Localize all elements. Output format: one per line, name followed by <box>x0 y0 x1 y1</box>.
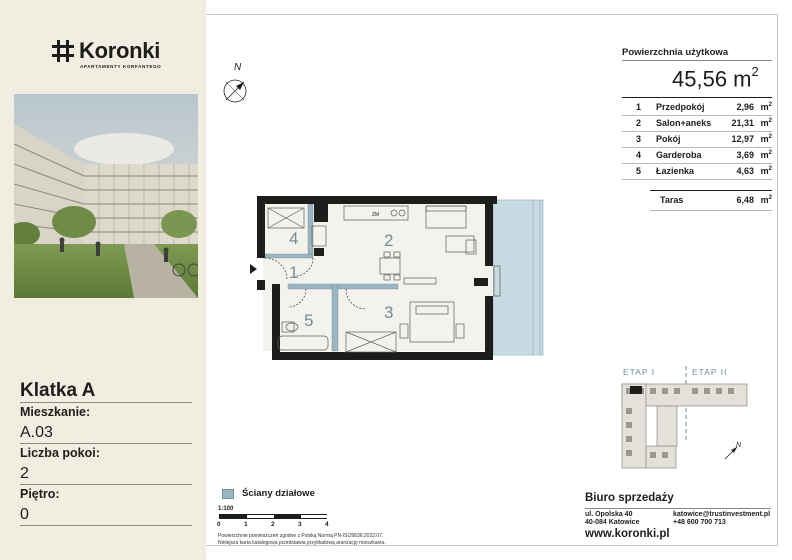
stairwell-title: Klatka A <box>20 380 96 401</box>
sales-phone-link[interactable]: +48 600 700 713 <box>673 519 726 526</box>
room-number: 3 <box>636 134 642 144</box>
room-number: 2 <box>636 118 642 128</box>
room-unit <box>761 166 772 176</box>
terrace-unit <box>761 195 772 205</box>
room-label-1: 1 <box>289 263 299 282</box>
area-title: Powierzchnia użytkowa <box>622 47 729 58</box>
room-unit-sup: 2 <box>768 102 772 108</box>
divider <box>20 525 192 526</box>
room-name: Przedpokój <box>656 102 705 112</box>
scale-number: 1 <box>244 521 248 528</box>
apartment-number-value: A.03 <box>20 424 53 441</box>
floor-label: Piętro: <box>20 487 60 501</box>
website-link[interactable]: www.koronki.pl <box>585 528 670 540</box>
room-unit-sup: 2 <box>768 134 772 140</box>
divider <box>622 179 772 180</box>
room-unit-sup: 2 <box>768 166 772 172</box>
room-area: 3,69 <box>736 150 754 160</box>
site-north-label: N <box>736 442 742 449</box>
scale-segment <box>274 515 301 518</box>
room-label-5: 5 <box>304 311 314 330</box>
divider <box>622 60 772 61</box>
scale-bar <box>219 514 327 519</box>
scale-segment <box>301 515 328 518</box>
building-photo <box>14 94 198 298</box>
room-name: Garderoba <box>656 150 702 160</box>
room-number: 1 <box>636 102 642 112</box>
room-area: 4,63 <box>736 166 754 176</box>
room-name: Salon+aneks <box>656 118 712 128</box>
divider <box>622 97 772 98</box>
etap2-label: ETAP II <box>692 367 728 377</box>
legal-note-line2: Niniejsza karta katalogowa przedstawia przykładową aranżację mieszkania. <box>218 539 386 546</box>
scale-number: 2 <box>271 521 275 528</box>
room-row <box>622 116 772 132</box>
scale-number: 3 <box>298 521 302 528</box>
scale-segment <box>220 515 247 518</box>
divider <box>650 210 772 211</box>
apartment-number-label: Mieszkanie: <box>20 405 91 419</box>
room-number: 4 <box>636 150 642 160</box>
room-label-4: 4 <box>289 229 299 248</box>
legal-note <box>218 533 448 546</box>
partition-walls-swatch <box>222 489 234 499</box>
scale-label: 1:100 <box>218 506 234 512</box>
room-unit-m: m <box>760 166 769 176</box>
building-render-image <box>14 94 198 298</box>
sales-city: 40-084 Katowice <box>585 519 640 526</box>
compass-icon <box>222 78 248 104</box>
sales-street: ul. Opolska 40 <box>585 511 633 518</box>
scale-segment <box>247 515 274 518</box>
room-unit <box>761 150 772 160</box>
floor-plan <box>250 196 560 362</box>
divider <box>20 402 192 403</box>
divider <box>20 484 192 485</box>
terrace-row <box>622 193 772 209</box>
entrance-arrow-icon <box>250 264 257 274</box>
terrace-name: Taras <box>660 195 684 205</box>
room-area: 2,96 <box>736 102 754 112</box>
room-row <box>622 148 772 164</box>
total-area <box>672 66 759 92</box>
room-unit-m: m <box>760 134 769 144</box>
terrace-area <box>493 200 543 355</box>
room-number: 5 <box>636 166 642 176</box>
rooms-count-label: Liczba pokoi: <box>20 446 100 460</box>
terrace-unit-sup: 2 <box>768 195 772 201</box>
scale-number: 4 <box>325 521 329 528</box>
room-label-3: 3 <box>384 303 394 322</box>
room-row <box>622 132 772 148</box>
floor-value: 0 <box>20 506 29 523</box>
room-area: 12,97 <box>731 134 754 144</box>
fridge-label: ZM <box>372 212 380 218</box>
room-unit <box>761 102 772 112</box>
sales-office-title: Biuro sprzedaży <box>585 492 674 504</box>
total-area-value: 45,56 m <box>672 66 752 92</box>
total-area-sup: 2 <box>751 64 759 79</box>
brand-name: Koronki <box>79 38 161 63</box>
sales-email-link[interactable]: katowice@trustinvestment.pl <box>673 511 771 518</box>
etap1-label: ETAP I <box>623 367 656 377</box>
brand-tagline: APARTAMENTY KORFANTEGO <box>80 64 162 69</box>
room-name: Pokój <box>656 134 681 144</box>
room-unit-m: m <box>760 102 769 112</box>
room-area: 21,31 <box>731 118 754 128</box>
terrace-value: 6,48 <box>736 195 754 205</box>
divider <box>20 443 192 444</box>
room-unit <box>761 134 772 144</box>
divider <box>585 508 771 509</box>
brand-logo[interactable] <box>52 38 172 74</box>
room-unit <box>761 118 772 128</box>
koronki-logo-icon <box>52 40 74 62</box>
apartment-location-marker <box>630 386 642 394</box>
room-unit-m: m <box>760 118 769 128</box>
room-unit-sup: 2 <box>768 118 772 124</box>
room-unit-sup: 2 <box>768 150 772 156</box>
scale-number: 0 <box>217 521 221 528</box>
room-name: Łazienka <box>656 166 695 176</box>
terrace-unit-m: m <box>760 195 769 205</box>
north-label: N <box>234 62 242 73</box>
room-row <box>622 164 772 180</box>
legal-note-line1: Powierzchnie pomieszczeń zgodne z Polską Normą PN-ISO9836:2022:07. <box>218 533 384 539</box>
room-unit-m: m <box>760 150 769 160</box>
divider <box>650 190 772 191</box>
partition-walls-legend: Ściany działowe <box>242 488 315 499</box>
room-label-2: 2 <box>384 231 394 250</box>
rooms-count-value: 2 <box>20 465 29 482</box>
room-row <box>622 100 772 116</box>
